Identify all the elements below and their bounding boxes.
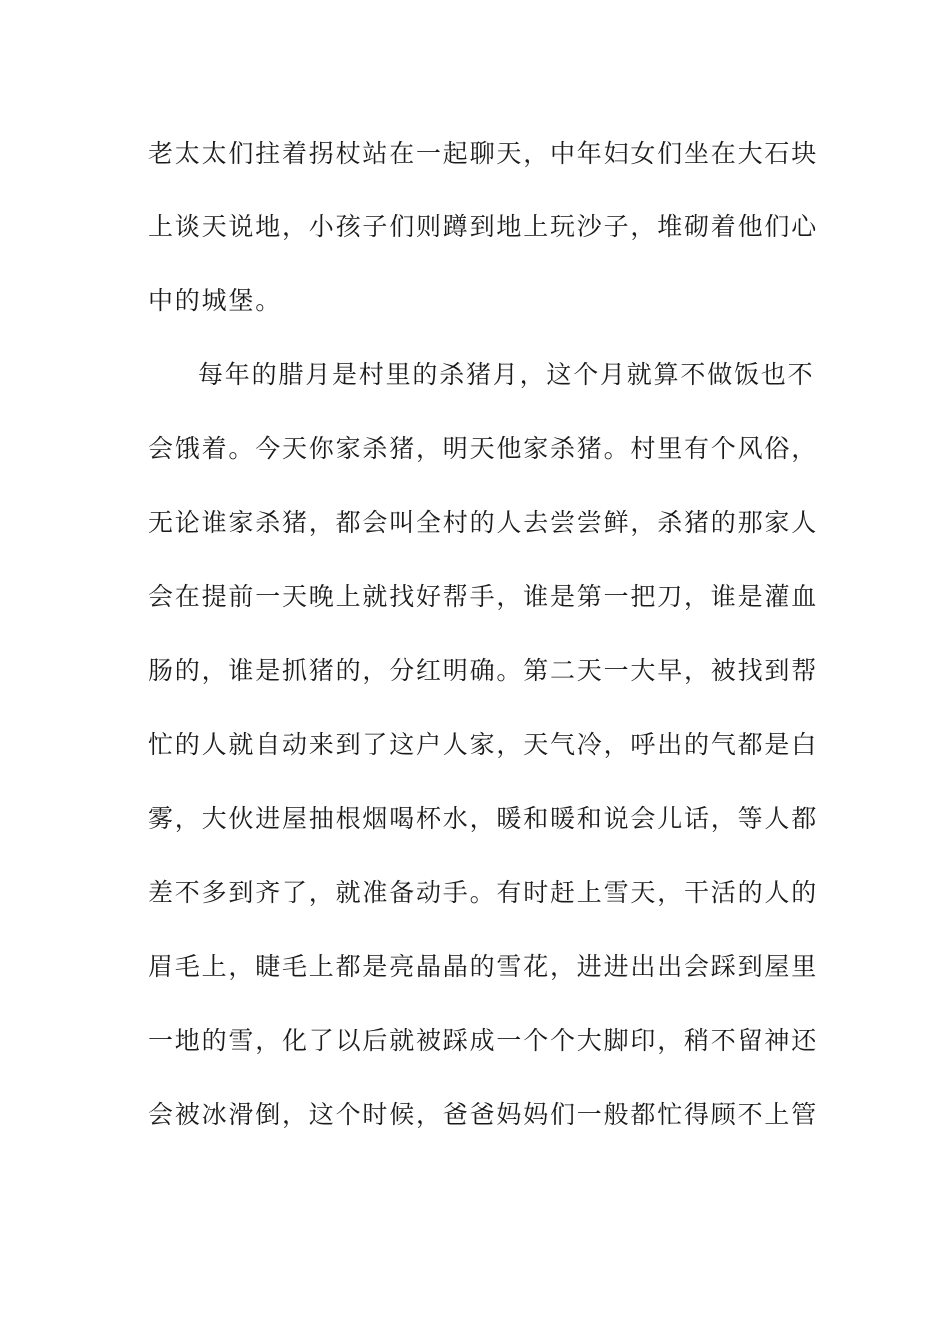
text-line: 会饿着。今天你家杀猪，明天他家杀猪。村里有个风俗， [148, 434, 819, 463]
text-line: 会被冰滑倒，这个时候，爸爸妈妈们一般都忙得顾不上管 [148, 1100, 819, 1129]
text-line: 会在提前一天晚上就找好帮手，谁是第一把刀，谁是灌血 [148, 582, 819, 611]
text-line: 雾，大伙进屋抽根烟喝杯水，暖和暖和说会儿话，等人都 [148, 804, 819, 833]
text-line: 肠的，谁是抓猪的，分红明确。第二天一大早，被找到帮 [148, 656, 819, 685]
text-line: 中的城堡。 [148, 286, 283, 315]
text-line: 无论谁家杀猪，都会叫全村的人去尝尝鲜，杀猪的那家人 [148, 508, 819, 537]
paragraph-first-line: 每年的腊月是村里的杀猪月，这个月就算不做饭也不 [198, 360, 815, 389]
text-line: 眉毛上，睫毛上都是亮晶晶的雪花，进进出出会踩到屋里 [148, 952, 819, 981]
text-line: 一地的雪，化了以后就被踩成一个个大脚印，稍不留神还 [148, 1026, 819, 1055]
text-line: 老太太们拄着拐杖站在一起聊天，中年妇女们坐在大石块 [148, 139, 819, 168]
text-line: 差不多到齐了，就准备动手。有时赶上雪天，干活的人的 [148, 878, 819, 907]
text-line: 忙的人就自动来到了这户人家，天气冷，呼出的气都是白 [148, 730, 819, 759]
text-line: 上谈天说地，小孩子们则蹲到地上玩沙子，堆砌着他们心 [148, 212, 819, 241]
